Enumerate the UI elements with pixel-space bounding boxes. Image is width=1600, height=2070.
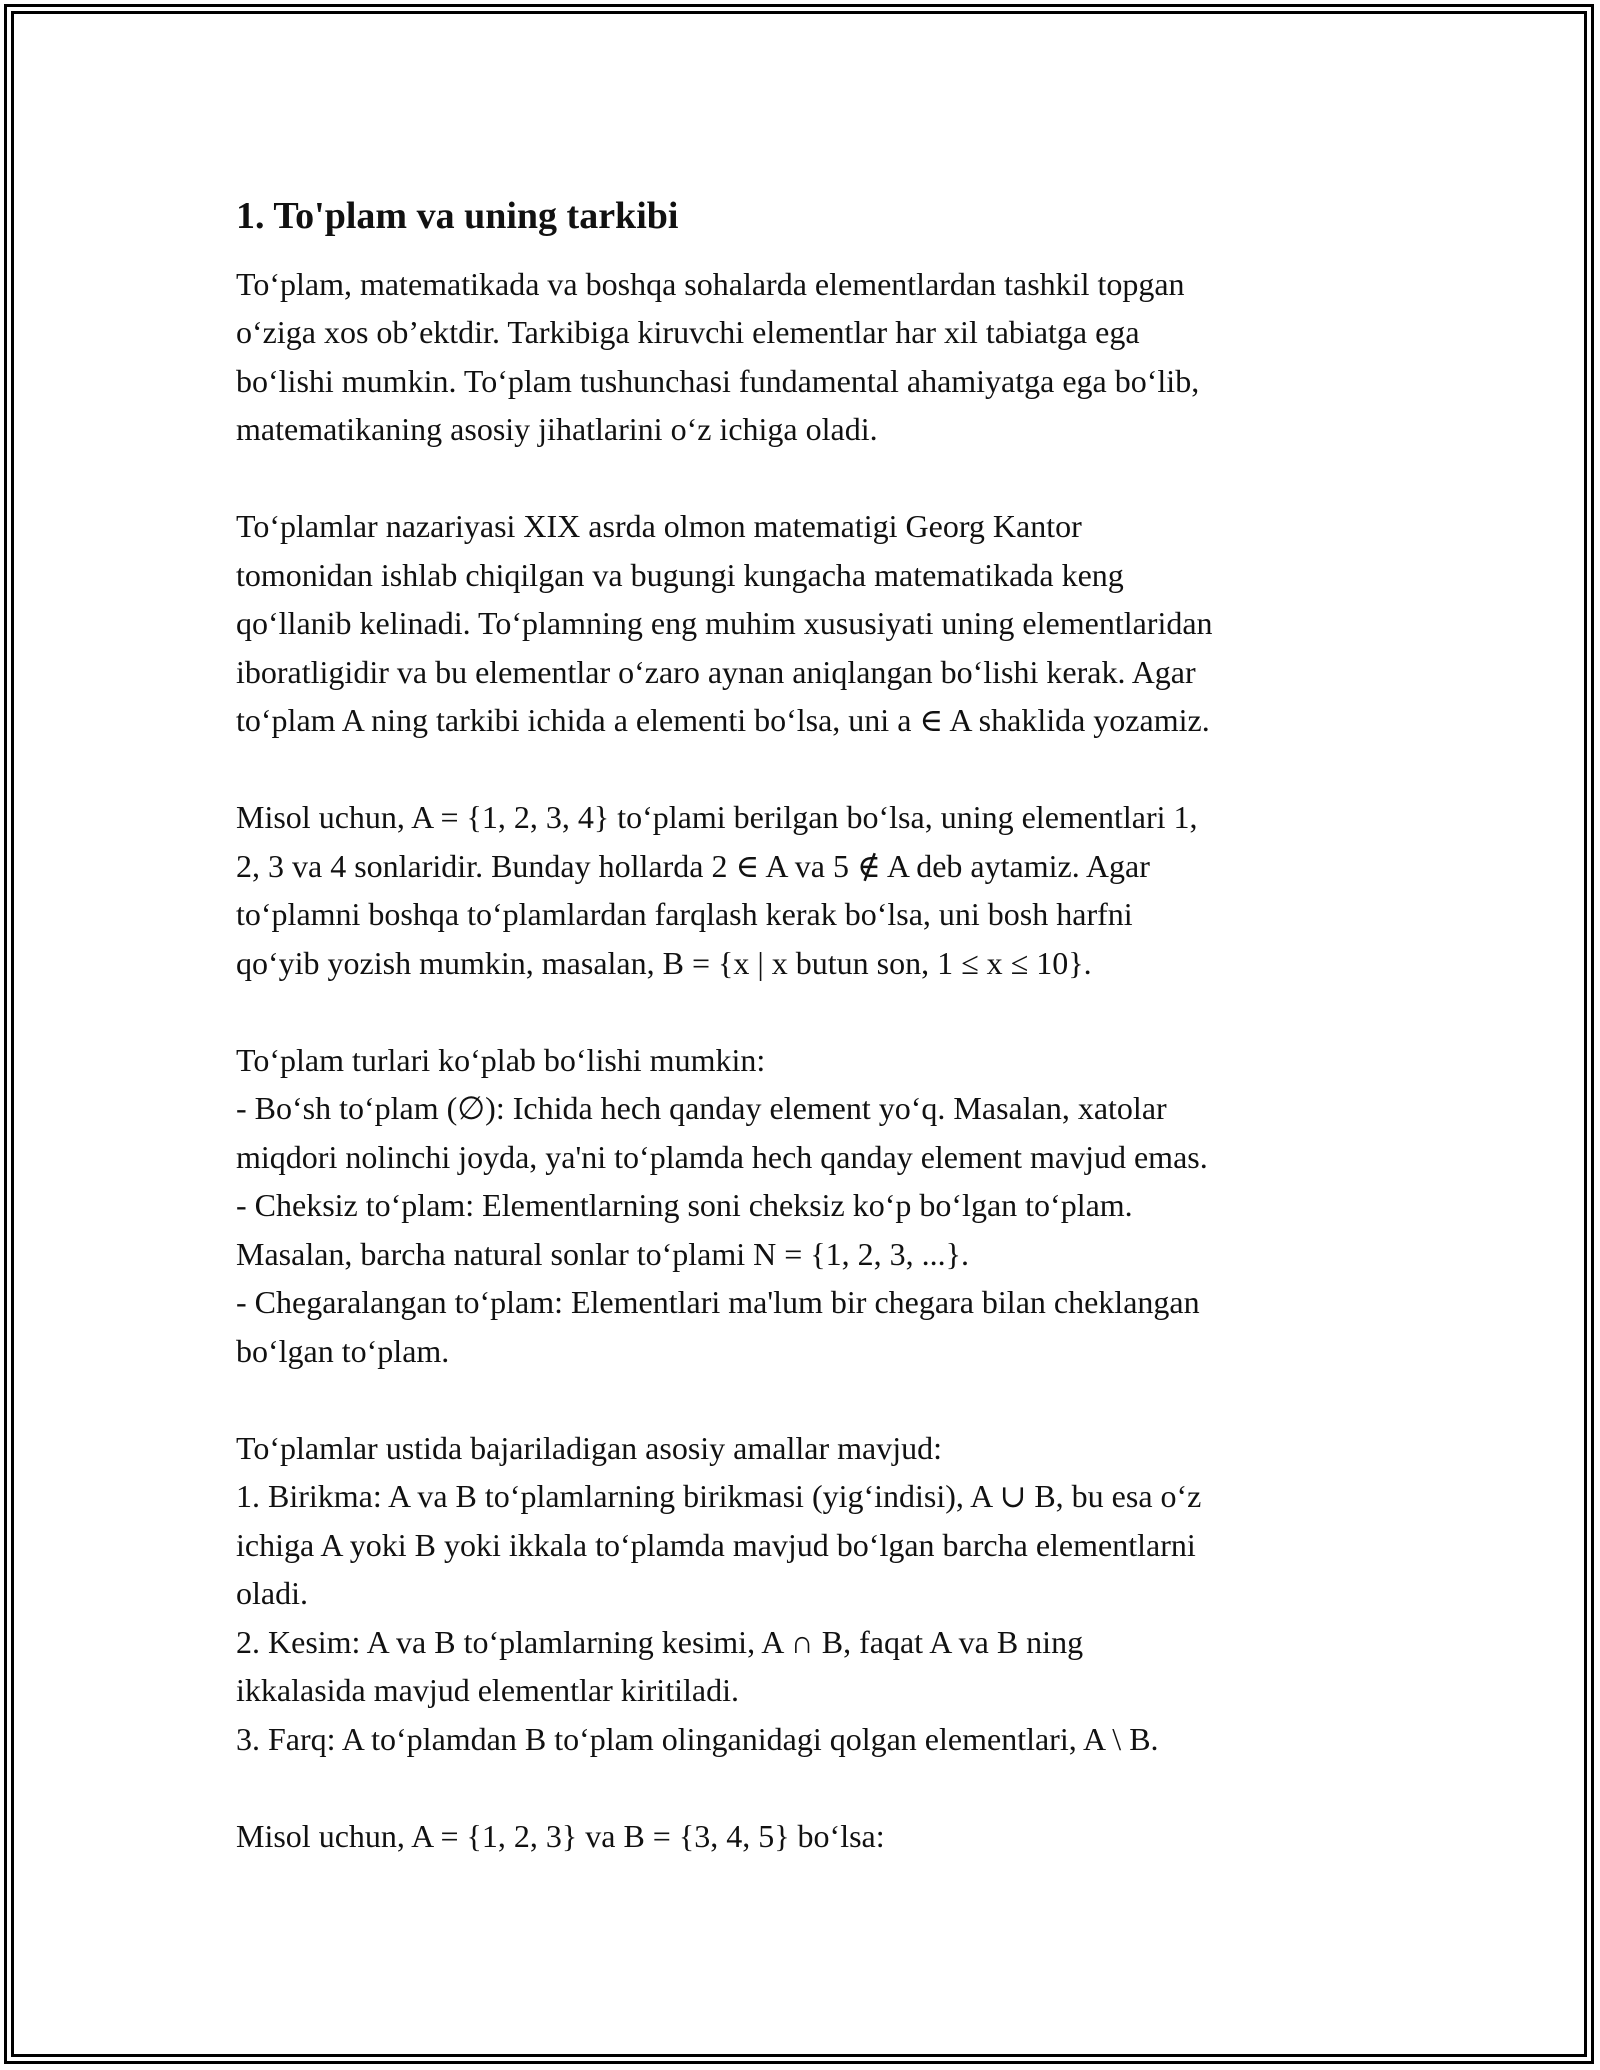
- text-line: iboratligidir va bu elementlar o‘zaro aynan aniqlangan bo‘lishi kerak. Agar: [236, 653, 1196, 690]
- text-line: oladi.: [236, 1575, 308, 1612]
- list-item: 1. Birikma: A va B to‘plamlarning birikmasi (yig‘indisi), A ∪ B, bu esa o‘z: [236, 1478, 1202, 1515]
- paragraph-example: [236, 793, 1376, 987]
- paragraph-set-types: [236, 1036, 1376, 1376]
- text-line: qo‘llanib kelinadi. To‘plamning eng muhim xususiyati uning elementlaridan: [236, 605, 1213, 642]
- list-item: - Cheksiz to‘plam: Elementlarning soni cheksiz ko‘p bo‘lgan to‘plam.: [236, 1187, 1133, 1224]
- text-line: to‘plamni boshqa to‘plamlardan farqlash kerak bo‘lsa, uni bosh harfni: [236, 896, 1133, 933]
- text-line: to‘plam A ning tarkibi ichida a elementi bo‘lsa, uni a ∈ A shaklida yozamiz.: [236, 702, 1210, 739]
- list-item: 3. Farq: A to‘plamdan B to‘plam olinganidagi qolgan elementlari, A \ B.: [236, 1720, 1159, 1757]
- text-line: bo‘lishi mumkin. To‘plam tushunchasi fundamental ahamiyatga ega bo‘lib,: [236, 362, 1200, 399]
- paragraph-definition: [236, 260, 1376, 454]
- text-line: To‘plamlar ustida bajariladigan asosiy amallar mavjud:: [236, 1429, 942, 1466]
- section-title: 1. To'plam va uning tarkibi: [236, 195, 679, 237]
- list-item: 2. Kesim: A va B to‘plamlarning kesimi, A ∩ B, faqat A va B ning: [236, 1623, 1084, 1660]
- text-line: 2, 3 va 4 sonlaridir. Bunday hollarda 2 ∈ A va 5 ∉ A deb aytamiz. Agar: [236, 847, 1150, 884]
- text-line: miqdori nolinchi joyda, ya'ni to‘plamda hech qanday element mavjud emas.: [236, 1138, 1208, 1175]
- text-line: tomonidan ishlab chiqilgan va bugungi kungacha matematikada keng: [236, 556, 1124, 593]
- text-line: matematikaning asosiy jihatlarini o‘z ichiga oladi.: [236, 411, 878, 448]
- text-line: To‘plamlar nazariyasi XIX asrda olmon matematigi Georg Kantor: [236, 508, 1082, 545]
- text-line: ikkalasida mavjud elementlar kiritiladi.: [236, 1672, 739, 1709]
- document-body: [236, 182, 1376, 1909]
- text-line: o‘ziga xos ob’ektdir. Tarkibiga kiruvchi elementlar har xil tabiatga ega: [236, 314, 1140, 351]
- text-line: bo‘lgan to‘plam.: [236, 1332, 450, 1369]
- text-line: To‘plam turlari ko‘plab bo‘lishi mumkin:: [236, 1041, 766, 1078]
- paragraph-final-example: [236, 1812, 1376, 1861]
- text-line: To‘plam, matematikada va boshqa sohalarda elementlardan tashkil topgan: [236, 265, 1185, 302]
- text-line: ichiga A yoki B yoki ikkala to‘plamda mavjud bo‘lgan barcha elementlarni: [236, 1526, 1196, 1563]
- text-line: Misol uchun, A = {1, 2, 3} va B = {3, 4, 5} bo‘lsa:: [236, 1817, 885, 1854]
- paragraph-set-operations: [236, 1424, 1376, 1764]
- text-line: qo‘yib yozish mumkin, masalan, B = {x | x butun son, 1 ≤ x ≤ 10}.: [236, 944, 1092, 981]
- paragraph-history: [236, 502, 1376, 745]
- text-line: Misol uchun, A = {1, 2, 3, 4} to‘plami berilgan bo‘lsa, uning elementlari 1,: [236, 799, 1198, 836]
- text-line: Masalan, barcha natural sonlar to‘plami N = {1, 2, 3, ...}.: [236, 1235, 970, 1272]
- list-item: - Chegaralangan to‘plam: Elementlari ma'lum bir chegara bilan cheklangan: [236, 1284, 1200, 1321]
- list-item: - Bo‘sh to‘plam (∅): Ichida hech qanday element yo‘q. Masalan, xatolar: [236, 1090, 1167, 1127]
